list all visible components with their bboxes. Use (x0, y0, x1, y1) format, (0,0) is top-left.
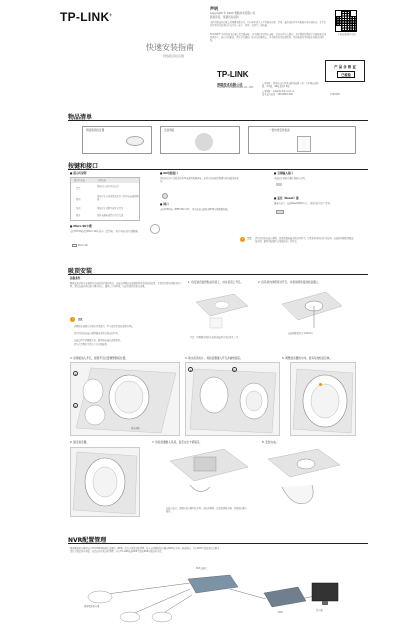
reset-desc: 通电状态下，长按Reset键5秒以上，设备将恢复出厂设置。 (274, 202, 332, 205)
nvr-topology-diagram (70, 565, 350, 627)
qr-code-corner-bl (335, 25, 342, 32)
company-logo: TP-LINK (217, 70, 249, 79)
step-3-drawing (71, 363, 180, 436)
micro-sd-desc: 支持FAT32格式的Micro SD存储卡（需另购），用于本地存储音频数据。 (70, 230, 140, 233)
qr-code-corner-tl (335, 10, 342, 17)
step-4-label: 4. 取出吊顶夹片，将拾音器推入开孔并旋转固定。 (185, 357, 243, 360)
led-table-header-state: 指示灯状态 (74, 179, 85, 182)
reset-title: ■ 复位（Reset）键 (274, 197, 299, 200)
company-name-cn: 普联技术有限公司 (217, 83, 243, 87)
led-status-table (70, 177, 140, 221)
document-code: 7103505 (330, 93, 340, 96)
audio-input-desc: 可连接外置拾音器扩展拾音范围。 (274, 177, 307, 180)
qr-code-corner-tr (350, 10, 357, 17)
install-caution-line: 请勿在雷雨天气进行户外走线操作。 (74, 343, 109, 346)
led-table-cell: 常亮 (76, 187, 81, 190)
caution-icon: ! (71, 317, 74, 321)
step-7-illustration (160, 447, 252, 503)
step-2-label: 2. 将吊顶内线缆穿过开孔，并将线缆连接到拾音器上。 (258, 281, 321, 284)
led-table-cell: 设备正在升级中或正在复位 (97, 207, 124, 210)
statement-line-1: Copyright © 2023 普联技术有限公司 (210, 12, 256, 15)
statement-title: 声明 (210, 6, 218, 11)
step-3-marker-b: b (74, 404, 77, 408)
step-3-marker-a: a (74, 372, 77, 376)
ceiling-speaker-image (126, 136, 144, 146)
interfaces-section-rule (68, 169, 368, 170)
brand-logo (60, 10, 112, 24)
step-5-label: 5. 调整拾音器的方向，使其对准拾音区域。 (282, 357, 332, 360)
step-1-drawing (190, 290, 250, 334)
install-caution-label: 注意： (78, 318, 85, 321)
audio-input-title: ■ 音频输入接口 (274, 172, 293, 175)
step-2-note: 安装钢板直径为 100mm (288, 332, 313, 335)
nvr-label-pickup: 网络吸顶拾音器 (84, 605, 100, 608)
step-2-drawing (276, 290, 344, 330)
packing-section-title: 物品清单 (68, 114, 93, 121)
statement-line-4: TP-LINK® 为普联技术有限公司注册商标。本手册提及的所有商标，由各自所有人拥有。本手册所提到的产品规格和资讯仅供参考，如有内容更新，恕不另行通知。除非有特殊约定，本手册仅作为使用指导，所作陈述均不构成任何形式的担保。 (210, 33, 327, 42)
step-5-illustration (290, 362, 356, 436)
step-3-illustration (70, 362, 180, 436)
nvr-section-rule (68, 543, 368, 544)
led-table-cell: 熄灭 (76, 214, 81, 217)
company-website: 公司网址：www.tp-link.com.cn (262, 90, 295, 93)
guide-booklet-image (297, 136, 311, 152)
certificate-title: 产 品 合 格 证 (334, 65, 356, 69)
micro-sd-slot-icon (72, 244, 77, 247)
install-caution-line: 请勿将设备安装在剧烈振动或易受撞击的位置。 (74, 332, 120, 335)
dc-title: ■ DC电源接口 (160, 172, 178, 175)
step-4-marker-b: b (233, 368, 236, 372)
dc-port-icon (162, 193, 168, 199)
step-8-drawing (262, 447, 342, 517)
step-1-label: 1. 将安装孔贴纸贴在吊顶上，并在吊顶上开孔。 (188, 281, 244, 284)
step-6-drawing (71, 448, 140, 517)
step-4-marker-a: a (189, 368, 192, 372)
ethernet-port-icon (150, 224, 160, 234)
packing-item-plate (160, 126, 240, 154)
steel-plate-image (195, 133, 213, 151)
install-section-rule (68, 274, 368, 275)
step-1-note: 注意：请根据吊顶的实际材质选择合适的开孔工具。 (190, 336, 241, 339)
step-7-label: 7. 将拾音器推入吊顶，直至完全卡紧固定。 (152, 441, 202, 444)
company-hotline: 技术支持热线：400-8863-400 (262, 93, 293, 96)
company-address: 公司地址：深圳市南山区深南路科技园工业厂房24栋南段1层、3-5层、28栋北段1-4层 (262, 82, 319, 88)
interfaces-section-title: 按键和接口 (68, 163, 99, 170)
install-caution-line: 安装过程中请佩戴手套，避免被安装孔边缘划伤。 (74, 339, 123, 342)
led-table-header-work: 工作状态 (97, 179, 106, 182)
install-intro: 吸顶安装适用于安装面为天花板或吊顶的场景。安装前请确认安装面能够承受设备的重量，并预留足够的线缆走线空间。建议安装位置远离空调出风口、通风口等噪声源，以获得更好的拾音效果。 (70, 282, 182, 288)
ethernet-title: ■ 网口 (160, 203, 169, 206)
step-6-label: 6. 固定拾音器。 (70, 441, 89, 444)
packing-item-speaker-label: 网络吸顶拾音器 (86, 129, 105, 132)
ethernet-desc: 支持PoE供电（IEEE 802.3af），用于连接交换机或NVR实现数据传输。 (160, 208, 230, 211)
nvr-topology-drawing (70, 565, 350, 627)
step-8-illustration (262, 447, 342, 517)
audio-port-icon (276, 183, 282, 186)
led-table-cell: 慢闪 (76, 198, 81, 201)
nvr-label-monitor: 显示器 (316, 609, 323, 612)
nvr-section-title: NVR配置管理 (68, 537, 107, 544)
brand-trademark: ® (109, 13, 112, 17)
step-7-drawing (160, 447, 252, 503)
qr-caption: 扫码获取更多资讯 (338, 33, 356, 36)
led-table-cell: 设备已启动且正常运行 (97, 185, 119, 188)
step-3-label: 3. 将钢板放入开孔，按照开孔位置调整钢板位置。 (70, 357, 128, 360)
interfaces-note-label: 注意： (247, 237, 254, 240)
step-5-drawing (291, 363, 356, 436)
packing-item-guide (248, 126, 356, 154)
guide-title: 快速安装指南 (146, 43, 194, 52)
reset-key-icon (276, 210, 284, 214)
nvr-label-switch: PoE交换机 (196, 567, 207, 570)
step-2-illustration (276, 290, 344, 330)
step-3-marker-text: 顶出钢板 (131, 427, 140, 430)
step-4-drawing (186, 363, 280, 436)
step-6-illustration (70, 447, 140, 517)
company-name-en: TP-LINK TECHNOLOGIES CO., LTD. (217, 86, 254, 89)
interfaces-note-text: 请勿将设备安装在潮湿、高温或强电磁干扰的环境中，以免影响设备的正常使用。安装时请确保线缆连接牢固，避免因接触不良导致设备工作异常。 (255, 237, 354, 243)
led-table-cell: 设备未通电或指示灯已关闭 (97, 214, 124, 217)
micro-sd-title: ■ Micro SD卡槽 (70, 225, 92, 228)
statement-line-3: 未经普联技术有限公司明确书面许可，任何单位或个人不得擅自仿制、复制、誊抄或转译本手册部分或全部内容，且不得以营利为目的进行任何方式（电子、影印、录制等）的传播。 (210, 21, 326, 27)
step-5-reset-marker (319, 383, 322, 386)
micro-sd-label: Micro SD (78, 244, 88, 247)
install-intro-title: 前提条件 (70, 277, 81, 280)
certificate-badge: 已检验 (337, 71, 355, 78)
nvr-description: 网络吸顶拾音器可接入TP-LINK网络硬盘录像机（NVR）进行音频录制和管理。接入前请确保拾音器与NVR处于同一局域网内，并在NVR中添加设备后即可进行音频录制与回放。如需使用手机远程管理，可在TP-LINK安防APP中添加NVR实现远程查看。 (70, 547, 220, 553)
nvr-label-nvr: NVR (278, 611, 283, 614)
note-warning-icon: ! (241, 237, 244, 241)
packing-section-rule (68, 120, 368, 121)
product-certificate (325, 60, 365, 82)
guide-subtitle: 网络吸顶拾音器 (163, 54, 185, 58)
packing-item-guide-label: 一套快速安装指南 (269, 129, 290, 132)
packing-item-plate-label: 安装钢板 (164, 129, 175, 132)
dc-desc: 请使用与本产品配套的12V电源适配器供电。使用其他电源适配器可能导致设备损坏。 (160, 177, 239, 183)
step-1-illustration (190, 290, 250, 334)
install-section-title: 吸顶安装 (68, 268, 93, 275)
install-caution-line: 请确保安装面有足够的承重能力，至少能承受设备重量的3倍。 (74, 325, 135, 328)
led-table-cell: 设备正在启动或设备正常工作但未连接到网络 (97, 195, 139, 201)
step-8-label: 8. 安装完成。 (262, 441, 279, 444)
led-table-cell: 快闪 (76, 207, 81, 210)
statement-line-2: 版权所有，保留所有权利 (210, 16, 239, 19)
step-6-note: 安装完成后，请确认拾音器固定牢靠，无松动现象。如需拆卸拾音器，请按相反顺序操作。 (166, 507, 247, 513)
brand-logo-text: TP-LINK (60, 10, 110, 24)
step-4-illustration (185, 362, 280, 436)
packing-item-speaker (82, 126, 152, 154)
led-table-title: ■ 指示灯说明 (70, 172, 87, 175)
